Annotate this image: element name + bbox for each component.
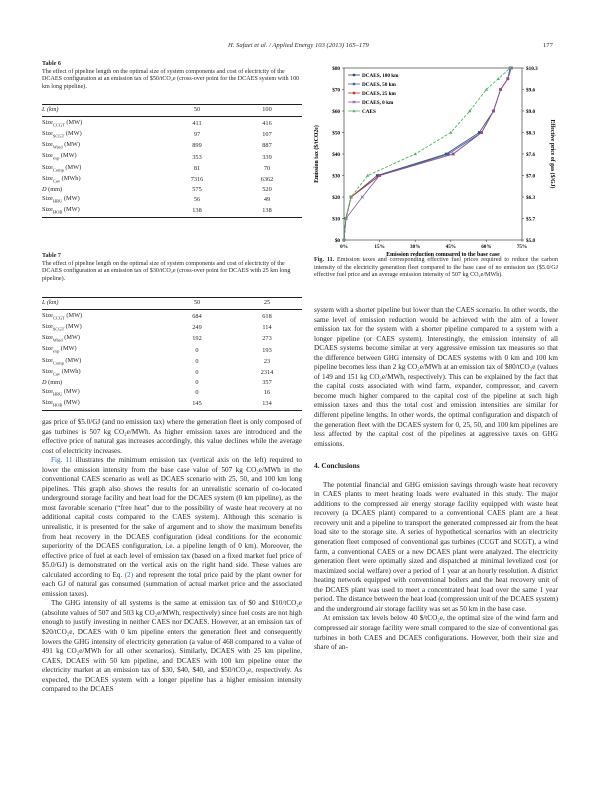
table-cell: 0 bbox=[195, 368, 199, 376]
y-axis-label: Emission tax ($/tCO2e) bbox=[314, 125, 320, 183]
table-cell: 0 bbox=[195, 346, 199, 354]
paragraph: gas price of $5.0/GJ (and no emission tax) where the generation fleet is only composed of gas turbines is 507 kg CO₂e/MWh. As higher emission taxes are introduced and the effective price of natural gas increases accordingly, this value declines while the average cost of electricity increases. bbox=[42, 418, 302, 455]
table-header-row bbox=[42, 298, 302, 310]
figure-11-chart bbox=[308, 60, 556, 256]
table-cell: 0 bbox=[195, 357, 199, 365]
table-cell: 411 bbox=[192, 120, 202, 128]
table-row bbox=[42, 310, 302, 324]
y2-tick-label: $9.6 bbox=[526, 87, 536, 94]
table-cell: 339 bbox=[262, 153, 272, 161]
y2-tick-label: $5.7 bbox=[526, 216, 536, 223]
column-header: 50 bbox=[162, 105, 232, 117]
table-cell: 887 bbox=[262, 142, 272, 150]
column-header: 25 bbox=[232, 298, 302, 310]
legend-label: DCAES, 25 km bbox=[362, 91, 396, 97]
y2-tick-label: $7.6 bbox=[526, 152, 536, 158]
x-tick-label: 0% bbox=[340, 244, 348, 250]
running-header: H. Safaei et al. / Applied Energy 103 (2013) 165–179 bbox=[228, 42, 369, 49]
paragraph: At emission tax levels below 40 $/tCO₂e, the optimal size of the wind farm and compressed air storage facility were small compared to the size of conventional gas turbines in both CAES and DCAES configurations. However, both their size and share of an- bbox=[314, 614, 558, 652]
table-row bbox=[42, 117, 302, 131]
legend-marker bbox=[353, 74, 355, 76]
legend-label: DCAES, 50 km bbox=[362, 82, 396, 88]
y2-tick-label: $6.3 bbox=[526, 195, 536, 201]
row-label: Size$_{HRU}$ (MW) bbox=[42, 194, 80, 204]
column-header: 100 bbox=[232, 105, 302, 117]
row-label: Size$_{SCGT}$ (MW) bbox=[42, 323, 82, 332]
table-cell: 2314 bbox=[260, 368, 274, 376]
figure-11-caption: Fig. 11. Emission taxes and corresponding effective fuel prices required to reduce the carbon intensity of the electricity generation fleet compared to the base case of no emission tax ($5.0/GJ effective fuel price and an average emission intensity of 507 kg CO₂e/MWh). bbox=[314, 257, 558, 279]
table-cell: 575 bbox=[192, 185, 202, 193]
page-number: 177 bbox=[543, 42, 553, 49]
table-row bbox=[42, 345, 302, 356]
x-tick-label: 75% bbox=[516, 244, 528, 250]
row-label: Size$_{exp}$ (MW) bbox=[42, 152, 77, 161]
legend-label: DCAES, 100 km bbox=[362, 73, 399, 79]
table-cell: 107 bbox=[262, 131, 272, 139]
row-label: Size$_{CCGT}$ (MW) bbox=[42, 312, 83, 321]
table6-caption-block bbox=[42, 61, 302, 91]
x-axis-label: Emission reduction compared to the base case bbox=[386, 252, 500, 256]
table-cell: 138 bbox=[162, 206, 232, 218]
table6-label: Table 6 bbox=[42, 61, 61, 67]
table-row bbox=[42, 175, 302, 186]
table-cell: 138 bbox=[232, 206, 302, 218]
table-cell: 357 bbox=[262, 378, 272, 386]
y-tick-label: $40 bbox=[332, 152, 340, 158]
x-tick-label: 60% bbox=[481, 244, 492, 250]
table-row bbox=[42, 334, 302, 345]
y-tick-label: $70 bbox=[332, 87, 340, 94]
equation-ref-link[interactable]: (2) bbox=[124, 570, 134, 579]
y-tick-label: $0 bbox=[334, 238, 340, 244]
table-row bbox=[42, 152, 302, 163]
table-row bbox=[42, 164, 302, 175]
y-tick-label: $80 bbox=[332, 66, 340, 72]
row-label: D (mm) bbox=[42, 378, 63, 386]
y2-axis-label: Effective price of gas ($/GJ) bbox=[549, 119, 555, 189]
y-tick-label: $10 bbox=[332, 216, 340, 223]
table-cell: 684 bbox=[192, 313, 202, 321]
data-point bbox=[449, 131, 452, 134]
table-cell: 97 bbox=[193, 131, 201, 139]
table-cell: 145 bbox=[162, 399, 232, 411]
x-tick-label: 30% bbox=[410, 244, 421, 250]
row-label: Size$_{exp}$ (MW) bbox=[42, 345, 77, 354]
y-tick-label: $60 bbox=[332, 109, 340, 115]
table-cell: 353 bbox=[192, 153, 202, 161]
y2-tick-label: $7.0 bbox=[526, 173, 536, 180]
data-point bbox=[361, 196, 364, 199]
paragraph: Fig. 11 illustrates the minimum emission tax (vertical axis on the left) required to lower the emission intensity from the base case value of 507 kg CO₂e/MWh in the conventional CAES scenario as well as DCAES scenario with 25, 50, and 100 km long pipelines. This graph also shows the results for an unrealistic scenario of co-located underground storage facility and heat load for the DCAES system (0 km pipeline), as the most favorable scenario (“free heat” due to the possibility of waste heat recovery at no additional capital costs compared to the CAES system). Although this scenario is unrealistic, it is presented for the sake of argument and to show the maximum benefits from heat recovery in the DCAES configuration (ideal conditions for the economic superiority of the DCAES configuration, i.e. a pipeline length of 0 km). Moreover, the effective price of fuel at each level of emission tax (based on a fixed market fuel price of $5.0/GJ) is demonstrated on the vertical axis on the right hand side. These values are calculated according to Eq. (2) and represent the total price paid by the plant owner for each GJ of natural gas consumed (summation of actual market price and the associated emission taxes). bbox=[42, 456, 302, 598]
table-cell: 6362 bbox=[260, 175, 274, 183]
table-cell: 16 bbox=[263, 388, 271, 396]
paragraph: system with a shorter pipeline but lower than the CAES scenario. In other words, the same level of emission reduction would be achieved with the aim of a lower emission tax for the system with a shorter pipeline compared to a system with a longer pipeline (or CAES system). Interestingly, the emission intensity of all DCAES systems become similar at very aggressive emission tax measures so that the difference between GHG intensity of DCAES systems with 0 km and 100 km pipeline becomes less than 2 kg CO₂e/MWh at an emission tax of $80/tCO₂e (values of 149 and 151 kg CO₂e/MWh, respectively). This can be explained by the fact that the capital costs associated with wind farm, expander, compressor, and cavern become much higher compared to the capital cost of the pipeline at such high emission taxes and thus the total cost and emission intensities are similar for different pipeline lengths. In other words, the optimal configuration and dispatch of the generation fleet with the DCAES system for 0, 25, 50, and 100 km pipelines are less affected by the capital cost of the pipelines at aggressive taxes on GHG emissions. bbox=[314, 306, 558, 448]
row-label: Size$_{Wind}$ (MW) bbox=[42, 141, 80, 150]
table-cell: 520 bbox=[262, 185, 272, 193]
table6 bbox=[42, 104, 302, 218]
y2-tick-label: $10.3 bbox=[526, 66, 538, 72]
column-header: 50 bbox=[162, 298, 232, 310]
figure-ref-link[interactable]: Fig. 11 bbox=[51, 456, 73, 465]
right-column-text bbox=[314, 306, 558, 653]
row-label: D (mm) bbox=[42, 185, 63, 193]
table-cell: 23 bbox=[263, 357, 271, 365]
y-tick-label: $30 bbox=[332, 173, 340, 180]
table-row bbox=[42, 399, 302, 411]
table-row bbox=[42, 206, 302, 218]
row-label: Size$_{CCGT}$ (MW) bbox=[42, 119, 83, 128]
column-header: L (km) bbox=[42, 298, 162, 310]
row-label: Size$_{Cav}$ (MWh) bbox=[42, 174, 81, 184]
table-row bbox=[42, 130, 302, 141]
section-heading: 4. Conclusions bbox=[314, 461, 360, 471]
legend-label: CAES bbox=[362, 109, 376, 115]
y-tick-label: $20 bbox=[332, 195, 340, 201]
table-cell: 56 bbox=[193, 195, 201, 203]
table-row bbox=[42, 388, 302, 399]
figure-label: Fig. 11. bbox=[314, 257, 335, 263]
table-row bbox=[42, 195, 302, 206]
table-cell: 249 bbox=[192, 324, 202, 332]
table-cell: 193 bbox=[262, 346, 272, 354]
paragraph: The GHG intensity of all systems is the same at emission tax of $0 and $10/tCO₂e (absolute values of 507 and 503 kg CO₂e/MWh, respectively) since fuel costs are not high enough to justify investing in neither CAES nor DCAES. However, at an emission tax of $20/tCO₂e, DCAES with 0 km pipeline enters the generation fleet and consequently lowers the GHG intensity of electricity generation (a value of 468 compared to a value of 491 kg CO₂e/MWh for all other scenarios). Similarly, DCAES with 25 km pipeline, CAES, DCAES with 50 km pipeline, and DCAES with 100 km pipeline enter the electricity market at an emission tax of $30, $40, $40, and $50/tCO₂e, respectively. As expected, the DCAES system with a longer pipeline has a higher emission intensity compared to the DCAES bbox=[42, 599, 302, 694]
y-tick-label: $50 bbox=[332, 130, 340, 137]
y2-tick-label: $5.0 bbox=[526, 238, 536, 244]
table6-caption: The effect of pipeline length on the optimal size of system components and cost of electricity of the DCAES configuration at an emission tax of $50/tCO₂e (cross-over point for the DCAES system with 100 km long pipeline). bbox=[42, 68, 300, 90]
table-cell: 70 bbox=[263, 164, 271, 172]
table-row bbox=[42, 141, 302, 152]
table-row bbox=[42, 379, 302, 388]
row-label: Size$_{Wind}$ (MW) bbox=[42, 334, 80, 343]
table-cell: 899 bbox=[192, 142, 202, 150]
table-row bbox=[42, 357, 302, 368]
table-cell: 192 bbox=[192, 335, 202, 343]
legend-marker bbox=[353, 83, 355, 85]
table-row bbox=[42, 186, 302, 195]
table7-caption-block bbox=[42, 253, 302, 283]
row-label: Size$_{HOB}$ (MW) bbox=[42, 399, 162, 411]
data-point bbox=[497, 77, 500, 80]
legend-marker bbox=[353, 92, 355, 94]
table-cell: 273 bbox=[262, 335, 272, 343]
table-cell: 7316 bbox=[190, 175, 204, 183]
left-column-text bbox=[42, 418, 302, 695]
table-row bbox=[42, 368, 302, 379]
x-tick-label: 15% bbox=[374, 244, 385, 250]
table-row bbox=[42, 323, 302, 334]
row-label: Size$_{HRU}$ (MW) bbox=[42, 387, 80, 397]
table7-caption: The effect of pipeline length on the optimal size of system components and cost of electricity of the DCAES configuration at an emission tax of $30/tCO₂e (cross-over point for DCAES with 25 km long pipeline). bbox=[42, 260, 291, 282]
row-label: Size$_{Comp}$ (MW) bbox=[42, 163, 82, 172]
table7 bbox=[42, 297, 302, 411]
table-cell: 618 bbox=[262, 313, 272, 321]
table7-label: Table 7 bbox=[42, 253, 61, 259]
table-cell: 49 bbox=[263, 195, 271, 203]
row-label: Size$_{Comp}$ (MW) bbox=[42, 356, 82, 365]
table-cell: 416 bbox=[262, 120, 272, 128]
table-cell: 0 bbox=[195, 388, 199, 396]
row-label: Size$_{Cav}$ (MWh) bbox=[42, 367, 81, 377]
x-tick-label: 45% bbox=[445, 244, 456, 250]
legend-label: DCAES, 0 km bbox=[362, 100, 394, 106]
table-cell: 81 bbox=[193, 164, 201, 172]
y2-tick-label: $8.3 bbox=[526, 130, 536, 137]
table-header-row bbox=[42, 105, 302, 117]
column-header: L (km) bbox=[42, 105, 162, 117]
table-cell: 0 bbox=[195, 378, 199, 386]
table-cell: 134 bbox=[232, 399, 302, 411]
y2-tick-label: $9.0 bbox=[526, 109, 536, 115]
row-label: Size$_{HOB}$ (MW) bbox=[42, 206, 162, 218]
table-cell: 114 bbox=[262, 324, 272, 332]
paragraph: The potential financial and GHG emission savings through waste heat recovery in CAES plants to meet heating loads were evaluated in this study. The major additions to the compressed air energy storage facility equipped with waste heat recovery (a DCAES plant) compared to a conventional CAES plant are a heat recovery unit and a pipeline to transport the generated compressed air from the heat load site to the storage site. A series of hypothetical scenarios with an electricity generation fleet composed of conventional gas turbines (CCGT and SCGT), a wind farm, a conventional CAES or a new DCAES plant were analyzed. The electricity generation fleet were optimally sized and dispatched at minimal levelized cost (or maximized social welfare) over a period of 1 year at an hourly resolution. A district heating network equipped with conventional boilers and the heat recovery unit of the DCAES plant was used to meet a concentrated heat load over the same 1 year period. The distance between the heat load (compression unit of the DCAES system) and the underground air storage facility was set as 50 km in the base case. bbox=[314, 480, 558, 613]
row-label: Size$_{SCGT}$ (MW) bbox=[42, 130, 82, 139]
